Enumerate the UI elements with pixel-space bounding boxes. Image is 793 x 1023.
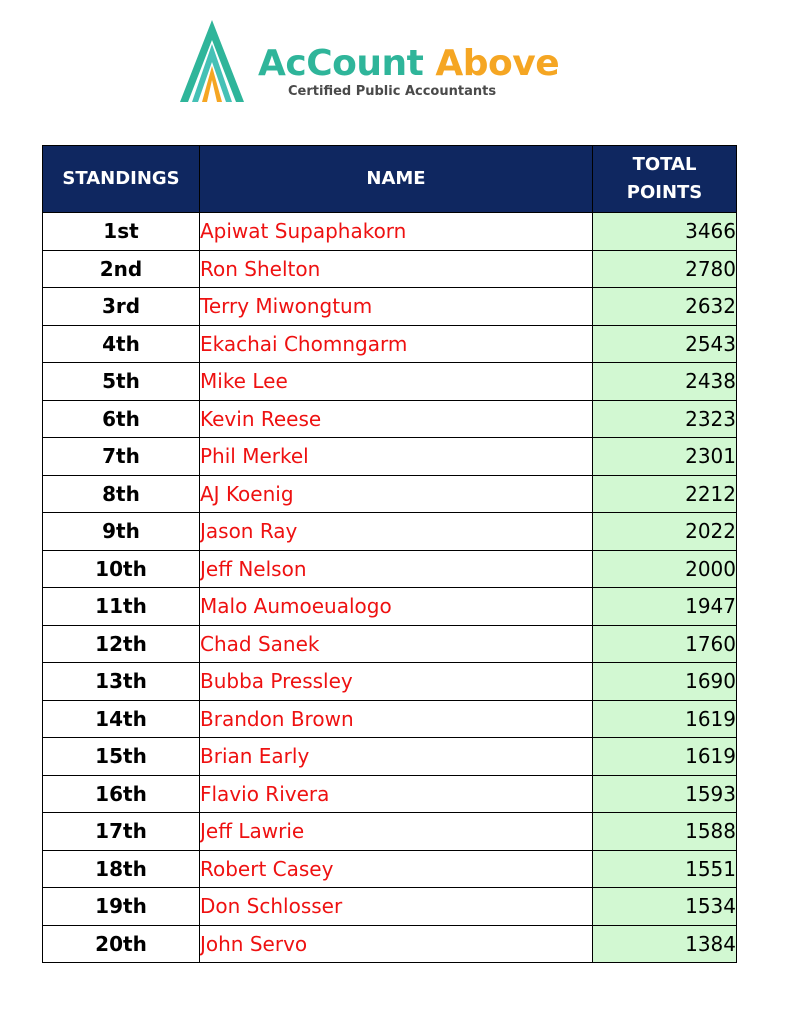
name-column-header: NAME (200, 146, 593, 213)
player-name-cell: Phil Merkel (200, 438, 593, 476)
total-points-cell: 2022 (593, 513, 737, 551)
total-points-cell: 2000 (593, 550, 737, 588)
table-row (43, 925, 737, 963)
brand-name-part2: Above (435, 43, 560, 84)
total-points-cell: 2212 (593, 475, 737, 513)
table-row (43, 400, 737, 438)
player-name-cell: Bubba Pressley (200, 663, 593, 701)
total-points-cell: 2780 (593, 250, 737, 288)
standing-cell: 6th (43, 400, 200, 438)
total-points-header-line2: POINTS (626, 182, 703, 203)
standing-cell: 16th (43, 775, 200, 813)
total-points-cell: 1619 (593, 700, 737, 738)
total-points-cell: 2323 (593, 400, 737, 438)
brand-name (258, 43, 560, 84)
player-name-cell: Brian Early (200, 738, 593, 776)
table-row (43, 850, 737, 888)
table-row (43, 363, 737, 401)
table-row (43, 513, 737, 551)
standing-cell: 18th (43, 850, 200, 888)
standings-table (42, 145, 737, 963)
player-name-cell: Chad Sanek (200, 625, 593, 663)
player-name-cell: Brandon Brown (200, 700, 593, 738)
total-points-cell: 1534 (593, 888, 737, 926)
total-points-cell: 2632 (593, 288, 737, 326)
table-row (43, 813, 737, 851)
table-row (43, 888, 737, 926)
player-name-cell: Terry Miwongtum (200, 288, 593, 326)
player-name-cell: Ekachai Chomngarm (200, 325, 593, 363)
table-row (43, 588, 737, 626)
player-name-cell: Apiwat Supaphakorn (200, 213, 593, 251)
table-row (43, 325, 737, 363)
player-name-cell: Flavio Rivera (200, 775, 593, 813)
table-row (43, 663, 737, 701)
player-name-cell: Malo Aumoeualogo (200, 588, 593, 626)
total-points-cell: 1384 (593, 925, 737, 963)
standing-cell: 3rd (43, 288, 200, 326)
total-points-cell: 2301 (593, 438, 737, 476)
table-row (43, 250, 737, 288)
player-name-cell: Ron Shelton (200, 250, 593, 288)
table-row (43, 475, 737, 513)
total-points-cell: 1690 (593, 663, 737, 701)
player-name-cell: AJ Koenig (200, 475, 593, 513)
table-row (43, 700, 737, 738)
standing-cell: 19th (43, 888, 200, 926)
total-points-cell: 1588 (593, 813, 737, 851)
table-row (43, 213, 737, 251)
total-points-cell: 1760 (593, 625, 737, 663)
total-points-cell: 1551 (593, 850, 737, 888)
company-logo (178, 18, 558, 108)
standing-cell: 4th (43, 325, 200, 363)
total-points-header-line1: TOTAL (632, 154, 697, 175)
standing-cell: 1st (43, 213, 200, 251)
standing-cell: 7th (43, 438, 200, 476)
table-row (43, 738, 737, 776)
brand-name-part1: AcCount (258, 43, 424, 84)
table-row (43, 288, 737, 326)
total-points-cell: 2543 (593, 325, 737, 363)
table-row (43, 625, 737, 663)
standing-cell: 14th (43, 700, 200, 738)
player-name-cell: Robert Casey (200, 850, 593, 888)
player-name-cell: Mike Lee (200, 363, 593, 401)
player-name-cell: Jason Ray (200, 513, 593, 551)
standing-cell: 17th (43, 813, 200, 851)
player-name-cell: John Servo (200, 925, 593, 963)
player-name-cell: Jeff Nelson (200, 550, 593, 588)
mountain-peak-icon (178, 18, 258, 104)
brand-tagline: Certified Public Accountants (288, 84, 497, 99)
player-name-cell: Jeff Lawrie (200, 813, 593, 851)
standing-cell: 12th (43, 625, 200, 663)
standing-cell: 15th (43, 738, 200, 776)
total-points-cell: 1619 (593, 738, 737, 776)
table-row (43, 775, 737, 813)
standing-cell: 13th (43, 663, 200, 701)
standing-cell: 8th (43, 475, 200, 513)
standing-cell: 9th (43, 513, 200, 551)
table-row (43, 550, 737, 588)
standing-cell: 2nd (43, 250, 200, 288)
total-points-cell: 1947 (593, 588, 737, 626)
standing-cell: 11th (43, 588, 200, 626)
standing-cell: 20th (43, 925, 200, 963)
standings-column-header: STANDINGS (43, 146, 200, 213)
total-points-cell: 1593 (593, 775, 737, 813)
standing-cell: 5th (43, 363, 200, 401)
total-points-cell: 3466 (593, 213, 737, 251)
player-name-cell: Kevin Reese (200, 400, 593, 438)
table-header-row (43, 146, 737, 213)
total-points-cell: 2438 (593, 363, 737, 401)
total-points-column-header (593, 146, 737, 213)
table-row (43, 438, 737, 476)
player-name-cell: Don Schlosser (200, 888, 593, 926)
standing-cell: 10th (43, 550, 200, 588)
